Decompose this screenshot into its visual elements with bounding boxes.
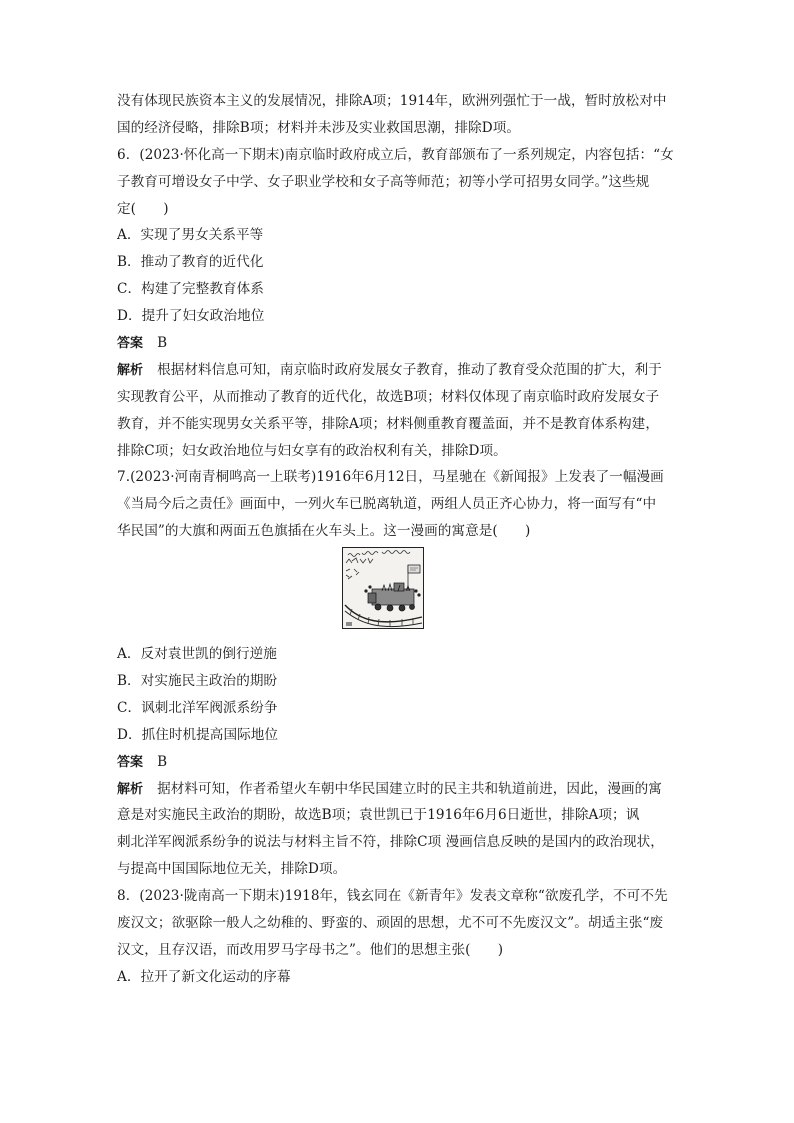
option-a: A．拉开了新文化运动的序幕 [117,968,291,985]
option-a: A．实现了男女关系平等 [117,227,264,244]
analysis-line [117,357,683,384]
analysis-line [117,776,683,803]
analysis-text: 根据材料信息可知，南京临时政府发展女子教育，推动了教育受众范围的扩大，利于 [157,361,662,378]
text-line: 国的经济侵略，排除B项；材料并未涉及实业救国思潮，排除D项。 [117,119,521,136]
option-d: D．提升了妇女政治地位 [117,308,265,325]
option-b: B．对实施民主政治的期盼 [117,673,278,690]
text-line: 与提高中国国际地位无关，排除D项。 [117,861,347,878]
analysis-label: 解析 [117,362,144,378]
text-line: 没有体现民族资本主义的发展情况，排除A项；1914年，欧洲列强忙于一战，暂时放松对中 [117,93,667,109]
text-line: 教育，并不能实现男女关系平等，排除A项；材料侧重教育覆盖面，并不是教育体系构建， [117,415,659,432]
question-8-stem: 汉文，且存汉语，而改用罗马字母书之”。他们的思想主张( ) [117,941,504,958]
question-6-stem: 子教育可增设女子中学、女子职业学校和女子高等师范；初等小学可招男女同学。”这些规 [117,173,650,190]
text-line: 刺北洋军阀派系纷争的说法与材料主旨不符，排除C项 漫画信息反映的是国内的政治现状， [117,834,664,851]
answer-value: B [157,335,168,352]
answer-label: 答案 [117,336,144,352]
question-8-stem: 8．(2023·陇南高一下期末)1918年，钱玄同在《新青年》发表文章称“欲废孔学，不可不先 [117,888,668,905]
answer-line [117,330,683,357]
text-line: 实现教育公平，从而推动了教育的近代化，故选B项；材料仅体现了南京临时政府发展女子 [117,388,660,405]
analysis-label: 解析 [117,781,144,797]
option-c: C．讽刺北洋军阀派系纷争 [117,699,278,716]
question-6-stem: 定( ) [117,200,169,217]
text-line: 意是对实施民主政治的期盼，故选B项；袁世凯已于1916年6月6日逝世，排除A项；讽 [117,807,640,824]
document-page [117,88,683,991]
cartoon-figure [117,547,683,637]
answer-label: 答案 [117,754,144,770]
option-d: D．抓住时机提高国际地位 [117,726,279,743]
text-line: 排除C项；妇女政治地位与妇女享有的政治权利有关，排除D项。 [117,442,507,459]
answer-value: B [157,753,168,770]
option-a: A．反对袁世凯的倒行逆施 [117,646,277,663]
question-6-stem: 6．(2023·怀化高一下期末)南京临时政府成立后，教育部颁布了一系列规定，内容包括：“女 [117,146,674,163]
question-7-stem: 《当局今后之责任》画面中，一列火车已脱离轨道，两组人员正齐心协力，将一面写有“中 [117,496,657,513]
question-8-stem: 废汉文；欲驱除一般人之幼稚的、野蛮的、顽固的思想，尤不可不先废汉文”。胡适主张“废 [117,915,664,932]
analysis-text: 据材料可知，作者希望火车朝中华民国建立时的民主共和轨道前进，因此，漫画的寓 [157,780,662,797]
option-b: B．推动了教育的近代化 [117,254,264,271]
option-c: C．构建了完整教育体系 [117,281,264,298]
question-7-stem: 华民国”的大旗和两面五色旗插在火车头上。这一漫画的寓意是( ) [117,523,531,540]
answer-line [117,749,683,776]
train-cartoon-image [342,547,424,629]
question-7-stem: 7.(2023·河南青桐鸣高一上联考)1916年6月12日，马星驰在《新闻报》上发表了一幅漫画 [117,469,664,486]
